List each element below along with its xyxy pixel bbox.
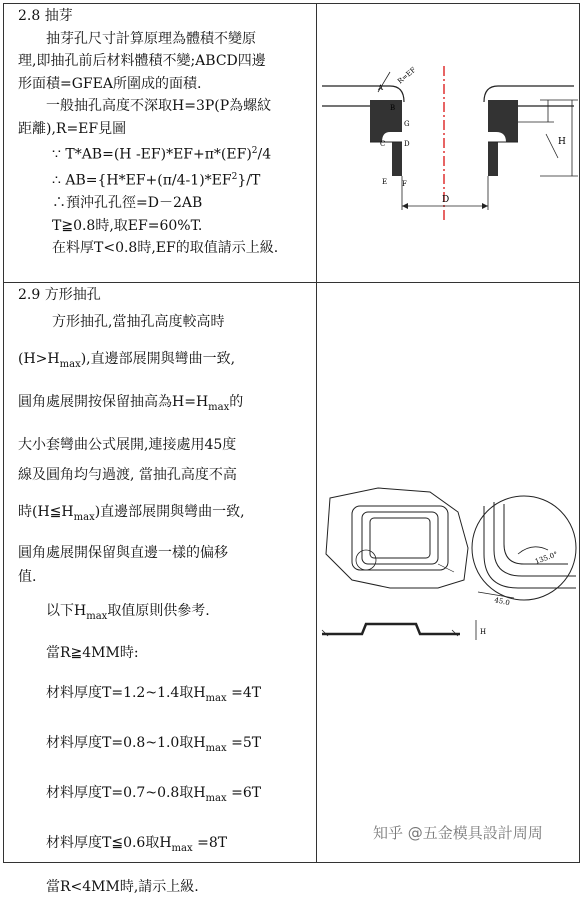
text-line: $(H>H_{max})$,直邊部展開與彎曲一致, [18, 351, 236, 370]
column-divider [316, 4, 317, 862]
label-h2: H [480, 628, 487, 636]
text-line: 距離),R=EF見圖 [18, 120, 127, 137]
formula-1: ∵ T*AB=(H -EF)*EF+π*(EF)$^2$/4 [52, 146, 272, 163]
section-2-8-text [18, 5, 308, 260]
label-d: D [404, 140, 410, 148]
text-line: 值. [18, 569, 37, 585]
text-line: 大小套彎曲公式展開,連接處用45度 [18, 437, 237, 453]
square-extrusion-diagram [318, 484, 580, 654]
section-2-9-title: 2.9 方形抽孔 [18, 287, 101, 303]
hmax-row: 材料厚度T=0.8~1.0取$H_{max} =5T$ [46, 735, 262, 754]
label-b: B [390, 104, 396, 112]
label-45: 45.0 [493, 596, 511, 608]
text-line: 當R<4MM時,請示上級. [46, 879, 199, 895]
text-line: 一般抽孔高度不深取H=3P(P為螺紋 [46, 98, 272, 114]
hmax-row: 材料厚度T=1.2~1.4取$H_{max} =4T$ [46, 685, 262, 704]
extrusion-diagram [318, 60, 580, 230]
label-f: F [402, 180, 407, 188]
formula-2: ∴ $AB=\{H*EF+(\pi/4-1)*EF^2\}/T$ [52, 172, 261, 189]
formula-3: ∴預沖孔孔徑=D－2AB [52, 195, 203, 212]
label-r: R=EF [396, 65, 418, 86]
section-2-9-text [18, 284, 308, 897]
text-line: 理,即抽孔前后材料體積不變;ABCD四邊 [18, 53, 266, 69]
text-line: 抽芽孔尺寸計算原理為體積不變原 [46, 30, 256, 47]
text-line: 圓角處展開按保留抽高為$H=H_{max}$的 [18, 394, 244, 413]
hmax-row: 材料厚度T≦0.6取$H_{max} =8T$ [46, 835, 228, 854]
text-line: 線及圓角均勻過渡, 當抽孔高度不高 [18, 467, 237, 483]
text-line: 時$(H≦H_{max})$直邊部展開與彎曲一致, [18, 504, 245, 523]
row-divider [4, 282, 579, 283]
label-c: C [380, 140, 386, 148]
label-a: A [378, 84, 384, 92]
hmax-row: 材料厚度T=0.7~0.8取$H_{max} =6T$ [46, 785, 262, 804]
label-h: H [558, 137, 566, 147]
formula-4: T≧0.8時,取EF=60%T. [52, 217, 203, 234]
section-2-8-title: 2.8 抽芽 [18, 8, 73, 24]
label-d-dim: D [442, 195, 450, 205]
text-line: 方形抽孔,當抽孔高度較高時 [52, 314, 225, 330]
text-line: 形面積=GFEA所圍成的面積. [18, 75, 202, 92]
label-g: G [404, 120, 410, 128]
text-line: 以下$H_{max}$取值原則供參考. [46, 603, 210, 622]
label-angle: 135.0° [533, 550, 559, 566]
label-e: E [382, 178, 388, 186]
formula-5: 在料厚T<0.8時,EF的取值請示上級. [52, 240, 279, 257]
watermark: 知乎 @五金模具設計周周 [373, 824, 543, 842]
text-line: 圓角處展開保留與直邊一樣的偏移 [18, 545, 228, 561]
text-line: 當R≧4MM時: [46, 645, 139, 661]
